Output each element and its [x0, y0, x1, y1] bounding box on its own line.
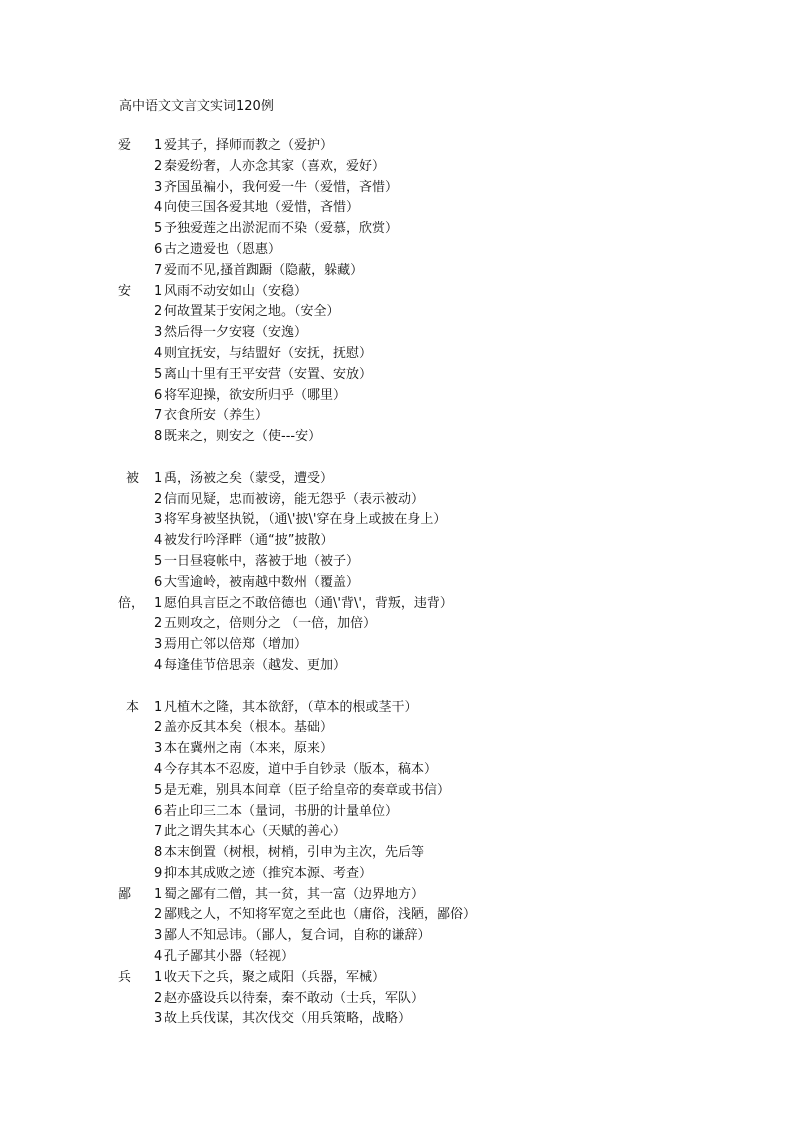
sense-item	[154, 968, 758, 989]
sense-item	[154, 760, 758, 781]
sense-text: 齐国虽褊小，我何爱一牛（爱惜，吝惜）	[164, 179, 399, 195]
entry-bi	[118, 885, 758, 968]
sense-text: 则宜抚安，与结盟好（安抚，抚慰）	[164, 345, 373, 361]
sense-text: 将军身被坚执锐，（通\'披\'穿在身上或披在身上）	[164, 512, 447, 528]
sense-item	[154, 614, 758, 635]
sense-item	[154, 531, 758, 552]
sense-item	[154, 427, 758, 448]
sense-list	[154, 594, 758, 677]
sense-number: 2	[154, 491, 163, 507]
sense-text: 既来之，则安之（使---安）	[164, 429, 322, 445]
sense-number: 1	[154, 699, 163, 715]
sense-text: 此之谓失其本心（天赋的善心）	[164, 824, 347, 840]
sense-text: 衣食所安（养生）	[164, 408, 269, 424]
sense-text: 予独爱莲之出淤泥而不染（爱慕，欣赏）	[164, 221, 399, 237]
sense-number: 4	[154, 949, 163, 965]
sense-text: 离山十里有王平安营（安置、安放）	[164, 366, 373, 382]
sense-text: 本在冀州之南（本来，原来）	[164, 741, 334, 757]
sense-item	[154, 219, 758, 240]
sense-text: 今存其本不忍废，道中手自钞录（版本，稿本）	[164, 761, 438, 777]
sense-item	[154, 573, 758, 594]
sense-item	[154, 469, 758, 490]
sense-number: 5	[154, 553, 163, 569]
sense-text: 一日昼寝帐中，落被于地（被子）	[164, 553, 360, 569]
sense-text: 凡植木之隆，其本欲舒，（草本的根或茎干）	[164, 699, 418, 715]
sense-number: 3	[154, 928, 163, 944]
entry-ai	[118, 136, 758, 282]
sense-text: 将军迎操，欲安所归乎（哪里）	[164, 387, 347, 403]
sense-item	[154, 344, 758, 365]
sense-number: 7	[154, 262, 163, 278]
sense-text: 古之遗爱也（恩惠）	[164, 241, 282, 257]
sense-item	[154, 261, 758, 282]
sense-item	[154, 386, 758, 407]
sense-text: 风雨不动安如山（安稳）	[164, 283, 308, 299]
sense-number: 3	[154, 325, 163, 341]
sense-number: 3	[154, 179, 163, 195]
sense-item	[154, 698, 758, 719]
sense-item	[154, 510, 758, 531]
sense-text: 向使三国各爱其地（爱惜，吝惜）	[164, 200, 360, 216]
sense-text: 抑本其成败之迹（推究本源、考查）	[164, 865, 373, 881]
sense-item	[154, 822, 758, 843]
entry-an	[118, 282, 758, 448]
sense-item	[154, 843, 758, 864]
sense-number: 6	[154, 574, 163, 590]
sense-number: 4	[154, 200, 163, 216]
sense-text: 本末倒置（树根，树梢，引申为主次，先后等	[164, 845, 425, 861]
sense-text: 被发行吟泽畔（通“披”披散）	[164, 533, 334, 549]
sense-item	[154, 926, 758, 947]
sense-text: 大雪逾岭，被南越中数州（覆盖）	[164, 574, 360, 590]
entry-headword: 本	[126, 699, 140, 715]
sense-text: 是无难，别具本间章（臣子给皇帝的奏章或书信）	[164, 782, 451, 798]
sense-number: 1	[154, 886, 163, 902]
sense-item	[154, 885, 758, 906]
sense-number: 8	[154, 845, 163, 861]
sense-text: 五则攻之，倍则分之 （一倍，加倍）	[164, 616, 377, 632]
sense-number: 7	[154, 408, 163, 424]
sense-number: 3	[154, 637, 163, 653]
sense-number: 6	[154, 803, 163, 819]
sense-item	[154, 406, 758, 427]
sense-item	[154, 802, 758, 823]
entry-bei	[118, 469, 758, 594]
sense-item	[154, 739, 758, 760]
sense-number: 5	[154, 782, 163, 798]
sense-number: 2	[154, 990, 163, 1006]
sense-text: 愿伯具言臣之不敢倍德也（通\'背\'，背叛，违背）	[164, 595, 453, 611]
sense-list	[154, 469, 758, 594]
sense-item	[154, 1009, 758, 1030]
sense-number: 4	[154, 761, 163, 777]
sense-number: 6	[154, 387, 163, 403]
entry-bing	[118, 968, 758, 1030]
sense-text: 爱而不见,搔首踟蹰（隐蔽，躲藏）	[164, 262, 364, 278]
sense-number: 3	[154, 512, 163, 528]
sense-text: 秦爱纷奢，人亦念其家（喜欢，爱好）	[164, 158, 386, 174]
sense-text: 赵亦盛设兵以待秦，秦不敢动（士兵，军队）	[164, 990, 425, 1006]
sense-number: 4	[154, 533, 163, 549]
sense-item	[154, 157, 758, 178]
document-title: 高中语文文言文实词120例	[119, 99, 274, 114]
entry-headword: 被	[126, 470, 140, 486]
sense-item	[154, 989, 758, 1010]
sense-item	[154, 178, 758, 199]
sense-text: 若止印三二本（量词，书册的计量单位）	[164, 803, 399, 819]
sense-number: 9	[154, 865, 163, 881]
sense-item	[154, 947, 758, 968]
sense-item	[154, 552, 758, 573]
sense-item	[154, 365, 758, 386]
sense-number: 3	[154, 741, 163, 757]
sense-text: 每逢佳节倍思亲（越发、更加）	[164, 657, 347, 673]
sense-list	[154, 136, 758, 282]
sense-text: 焉用亡邻以倍郑（增加）	[164, 637, 308, 653]
sense-text: 爱其子，择师而教之（爱护）	[164, 138, 334, 153]
sense-text: 信而见疑，忠而被谤，能无怨乎（表示被动）	[164, 491, 425, 507]
sense-number: 2	[154, 907, 163, 923]
sense-list	[154, 698, 758, 885]
sense-text: 何故置某于安闲之地。（安全）	[164, 304, 340, 320]
sense-item	[154, 136, 758, 157]
sense-number: 2	[154, 158, 163, 174]
entry-headword: 爱	[118, 138, 132, 153]
sense-number: 8	[154, 429, 163, 445]
sense-number: 1	[154, 969, 163, 985]
sense-item	[154, 240, 758, 261]
sense-item	[154, 905, 758, 926]
sense-number: 1	[154, 595, 163, 611]
sense-text: 禹，汤被之矣（蒙受，遭受）	[164, 470, 334, 486]
sense-list	[154, 282, 758, 448]
entry-bei-double	[118, 594, 758, 677]
sense-number: 5	[154, 366, 163, 382]
sense-text: 故上兵伐谋，其次伐交（用兵策略，战略）	[164, 1011, 412, 1027]
entry-headword: 安	[118, 283, 132, 299]
entry-headword: 倍，	[118, 595, 145, 611]
sense-text: 然后得一夕安寝（安逸）	[164, 325, 308, 341]
sense-text: 鄙贱之人，不知将军宽之至此也（庸俗，浅陋，鄙俗）	[164, 907, 477, 923]
entry-ben	[118, 698, 758, 885]
sense-item	[154, 635, 758, 656]
sense-item	[154, 198, 758, 219]
entry-headword: 鄙	[118, 886, 132, 902]
sense-number: 1	[154, 138, 163, 153]
sense-list	[154, 968, 758, 1030]
sense-item	[154, 594, 758, 615]
sense-text: 鄙人不知忌讳。（鄙人，复合词，自称的谦辞）	[164, 928, 431, 944]
sense-text: 收天下之兵，聚之咸阳（兵器，军械）	[164, 969, 386, 985]
sense-item	[154, 781, 758, 802]
sense-item	[154, 323, 758, 344]
sense-number: 3	[154, 1011, 163, 1027]
sense-list	[154, 885, 758, 968]
sense-number: 4	[154, 657, 163, 673]
sense-number: 7	[154, 824, 163, 840]
sense-number: 2	[154, 720, 163, 736]
sense-item	[154, 302, 758, 323]
sense-text: 孔子鄙其小器（轻视）	[164, 949, 295, 965]
sense-number: 1	[154, 470, 163, 486]
sense-item	[154, 864, 758, 885]
sense-item	[154, 656, 758, 677]
sense-number: 5	[154, 221, 163, 237]
entry-headword: 兵	[118, 969, 132, 985]
sense-item	[154, 490, 758, 511]
sense-number: 6	[154, 241, 163, 257]
sense-number: 4	[154, 345, 163, 361]
sense-number: 2	[154, 616, 163, 632]
sense-number: 1	[154, 283, 163, 299]
sense-number: 2	[154, 304, 163, 320]
word-list	[118, 136, 758, 1030]
sense-item	[154, 718, 758, 739]
sense-text: 盖亦反其本矣（根本。基础）	[164, 720, 334, 736]
sense-item	[154, 282, 758, 303]
sense-text: 蜀之鄙有二僧，其一贫，其一富（边界地方）	[164, 886, 425, 902]
